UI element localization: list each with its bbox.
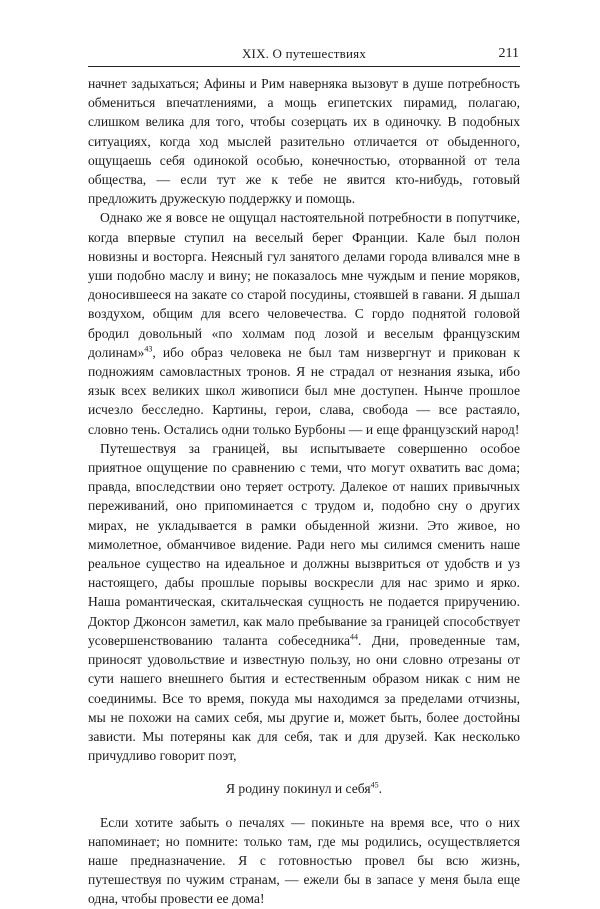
paragraph-2 bbox=[88, 208, 520, 438]
page-number: 211 bbox=[498, 46, 519, 61]
verse-quote-text: Я родину покинул и себя bbox=[225, 781, 371, 797]
paragraph-3 bbox=[88, 439, 520, 765]
paragraph-3-text-b: . Дни, проведенные там, приносят удовольствие и известную пользу, но они словно отрезаны от сути нашего внешнего бытия и естественным образом никак с ним не соединимы. Все то время, покуда мы находимся за пределами отчизны, мы не похожи на самих себя, мы другие и, может быть, более достойны зависти. Мы потеряны как для себя, так и для друзей. Как несколько причудливо говорит поэт, bbox=[88, 632, 521, 764]
paragraph-1-text: начнет задыхаться; Афины и Рим наверняка вызовут в душе потребность обмениться впечатлениями, а мощь египетских пирамид, полагаю, слишком велика для того, чтобы созерцать их в одиночку. В подобных ситуациях, когда ход мыслей разительно отличается от обыденного, ощущаешь себя одинокой особью, конечностью, оторванной от тела общества, — если тут же к тебе не явится кто-нибудь, готовый предложить дружескую поддержку и помощь. bbox=[88, 76, 520, 207]
running-head bbox=[89, 44, 519, 64]
verse-quote-end: . bbox=[378, 781, 383, 797]
paragraph-3-text-a: Путешествуя за границей, вы испытываете совершенно особое приятное ощущение по сравнению с теми, что могут охватить вас дома; правда, впоследствии оно теряет остроту. Далекое от наших привычных переживаний, оно припоминается с трудом и, подобно сну о других мирах, не укладывается в рамки обыденной жизни. Это живое, но мимолетное, обманчивое видение. Ради него мы силимся сменить наше реальное существо на идеальное и должны вызвриться от удобств и уз настоящего, дабы прошлые порывы воскресли для нас зримо и ярко. Наша романтическая, скитальческая сущность не подается приручению. Доктор Джонсон заметил, как мало пребывание за границей способствует усовершенствованию таланта собеседника bbox=[88, 440, 520, 648]
footnote-ref-43[interactable]: 43 bbox=[144, 344, 153, 354]
paragraph-1 bbox=[88, 74, 520, 208]
paragraph-2-text-a: Однако же я вовсе не ощущал настоятельной потребности в попутчике, когда впервые ступил на веселый берег Франции. Кале был полон новизны и восторга. Неясный гул занятого делами города вливался мне в уши подобно маслу и вину; не показалось мне чуждым и пение моряков, доносившееся на закате со старой посудины, стоявшей в гавани. Я дышал воздухом, общим для всего человечества. С гордо поднятой головой бродил довольный «по холмам под лозой и веселым французским долинам» bbox=[88, 210, 520, 360]
paragraph-4-text: Если хотите забыть о печалях — покиньте на время все, что о них напоминает; но помните: только там, где мы родились, осуществляется наше предназначение. Я с готовностью провел бы всю жизнь, путешествуя по чужим странам, — ежели бы в запасе у меня была еще одна, чтобы провести ее дома! bbox=[88, 814, 520, 907]
footnote-ref-44[interactable]: 44 bbox=[350, 632, 359, 642]
running-title: XIX. О путешествиях bbox=[241, 46, 367, 61]
footnote-ref-45[interactable]: 45 bbox=[370, 780, 379, 790]
body-text bbox=[88, 74, 520, 909]
verse-quote bbox=[88, 779, 520, 798]
paragraph-2-text-b: , ибо образ человека не был там низвергнут и прикован к подножиям самовластных тронов. Я не страдал от незнания языка, ибо язык всех великих школ живописи был мне доступен. Нынче прошлое исчезло бесследно. Картины, герои, слава, свобода — все растаяло, словно тень. Остались одни только Бурбоны — и еще французский народ! bbox=[88, 344, 520, 437]
header-rule bbox=[88, 66, 520, 67]
paragraph-4 bbox=[88, 813, 520, 909]
